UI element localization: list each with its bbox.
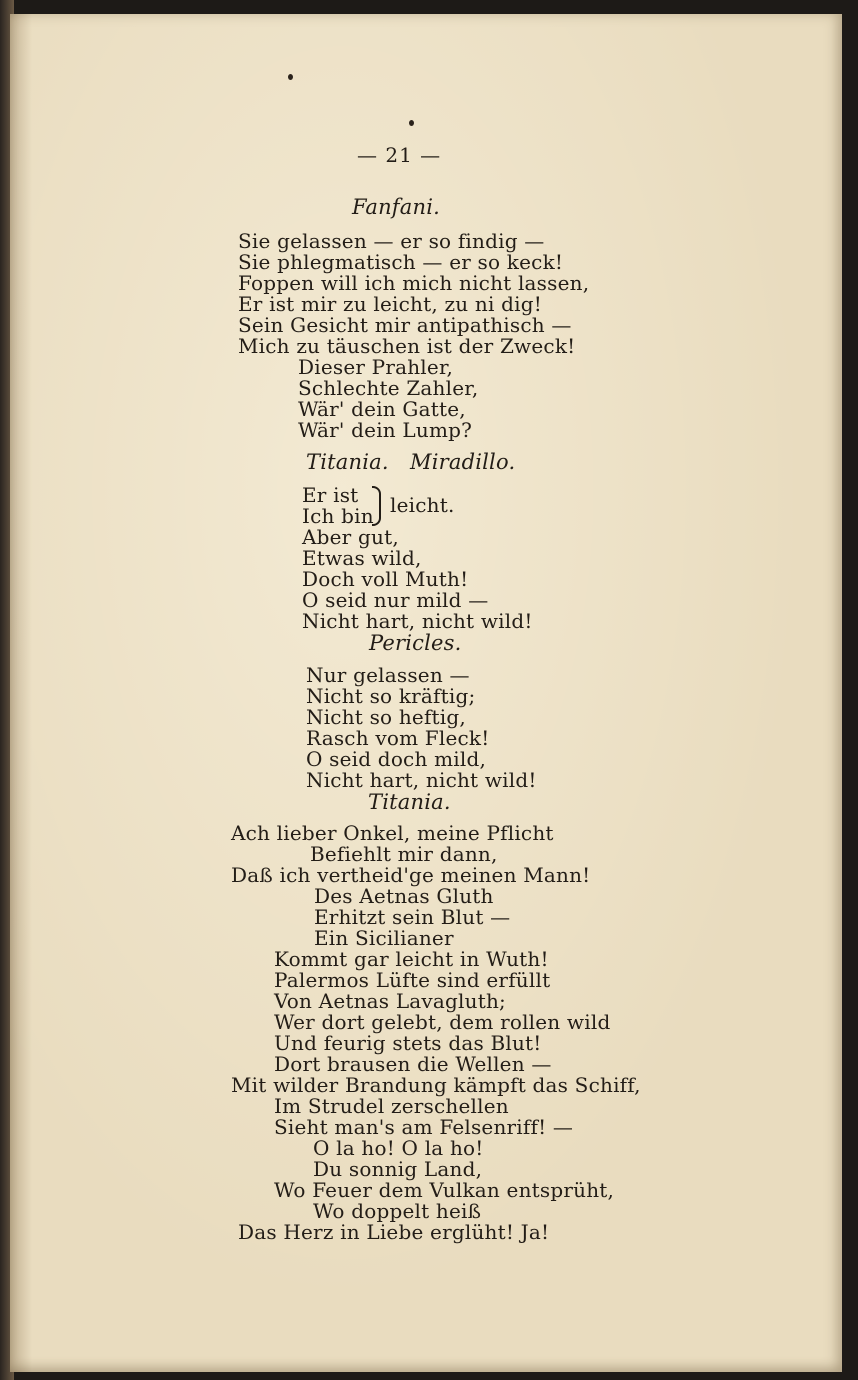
verse-line: Wär' dein Lump? xyxy=(298,418,473,442)
speaker-name: Pericles. xyxy=(369,631,462,655)
verse-line: Dort brausen die Wellen — xyxy=(274,1052,552,1076)
speaker-name: Miradillo. xyxy=(410,450,516,474)
verse-line: Dieser Prahler, xyxy=(298,355,454,379)
verse-line: Doch voll Muth! xyxy=(302,567,469,591)
verse-line: O la ho! O la ho! xyxy=(313,1136,484,1160)
verse-line: Wär' dein Gatte, xyxy=(298,397,466,421)
verse-line: Von Aetnas Lavagluth; xyxy=(274,989,506,1013)
verse-line: Foppen will ich mich nicht lassen, xyxy=(238,271,590,295)
verse-line: Wer dort gelebt, dem rollen wild xyxy=(274,1010,611,1034)
verse-line: Sein Gesicht mir antipathisch — xyxy=(238,313,572,337)
verse-line: Sie gelassen — er so findig — xyxy=(238,229,545,253)
speaker-name: Titania. xyxy=(306,450,389,474)
verse-line: Aber gut, xyxy=(302,525,399,549)
verse-line: Befiehlt mir dann, xyxy=(310,842,498,866)
verse-line: Ich bin xyxy=(302,504,374,528)
verse-line: Ein Sicilianer xyxy=(314,926,454,950)
speaker-name: Fanfani. xyxy=(352,195,440,219)
verse-line: Wo doppelt heiß xyxy=(313,1199,482,1223)
verse-line: Daß ich vertheid'ge meinen Mann! xyxy=(231,863,591,887)
verse-line: Wo Feuer dem Vulkan entsprüht, xyxy=(274,1178,615,1202)
verse-line: Rasch vom Fleck! xyxy=(306,726,490,750)
verse-line: Mich zu täuschen ist der Zweck! xyxy=(238,334,576,358)
verse-line: Er ist mir zu leicht, zu ni dig! xyxy=(238,292,542,316)
verse-line: Ach lieber Onkel, meine Pflicht xyxy=(231,821,554,845)
verse-line: Erhitzt sein Blut — xyxy=(314,905,511,929)
verse-line: Nicht so heftig, xyxy=(306,705,466,729)
verse-line: Palermos Lüfte sind erfüllt xyxy=(274,968,551,992)
verse-line: Sieht man's am Felsenriff! — xyxy=(274,1115,574,1139)
verse-line: Und feurig stets das Blut! xyxy=(274,1031,542,1055)
verse-line: Er ist xyxy=(302,483,359,507)
ink-speck xyxy=(288,74,293,80)
verse-line: Kommt gar leicht in Wuth! xyxy=(274,947,549,971)
speaker-name: Titania. xyxy=(368,790,451,814)
verse-line: leicht. xyxy=(390,493,455,517)
verse-line: Du sonnig Land, xyxy=(313,1157,483,1181)
verse-line: Nicht hart, nicht wild! xyxy=(306,768,537,792)
verse-line: Nicht so kräftig; xyxy=(306,684,476,708)
verse-line: Des Aetnas Gluth xyxy=(314,884,494,908)
ink-speck xyxy=(409,120,414,126)
verse-line: Sie phlegmatisch — er so keck! xyxy=(238,250,564,274)
verse-line: Mit wilder Brandung kämpft das Schiff, xyxy=(231,1073,641,1097)
verse-line: O seid doch mild, xyxy=(306,747,487,771)
verse-line: Etwas wild, xyxy=(302,546,422,570)
verse-line: Im Strudel zerschellen xyxy=(274,1094,509,1118)
page-number: — 21 — xyxy=(357,143,442,167)
verse-line: O seid nur mild — xyxy=(302,588,489,612)
verse-line: Nicht hart, nicht wild! xyxy=(302,609,533,633)
verse-line: Schlechte Zahler, xyxy=(298,376,479,400)
verse-line: Nur gelassen — xyxy=(306,663,470,687)
brace-bracket xyxy=(372,486,381,526)
verse-line: Das Herz in Liebe erglüht! Ja! xyxy=(238,1220,550,1244)
